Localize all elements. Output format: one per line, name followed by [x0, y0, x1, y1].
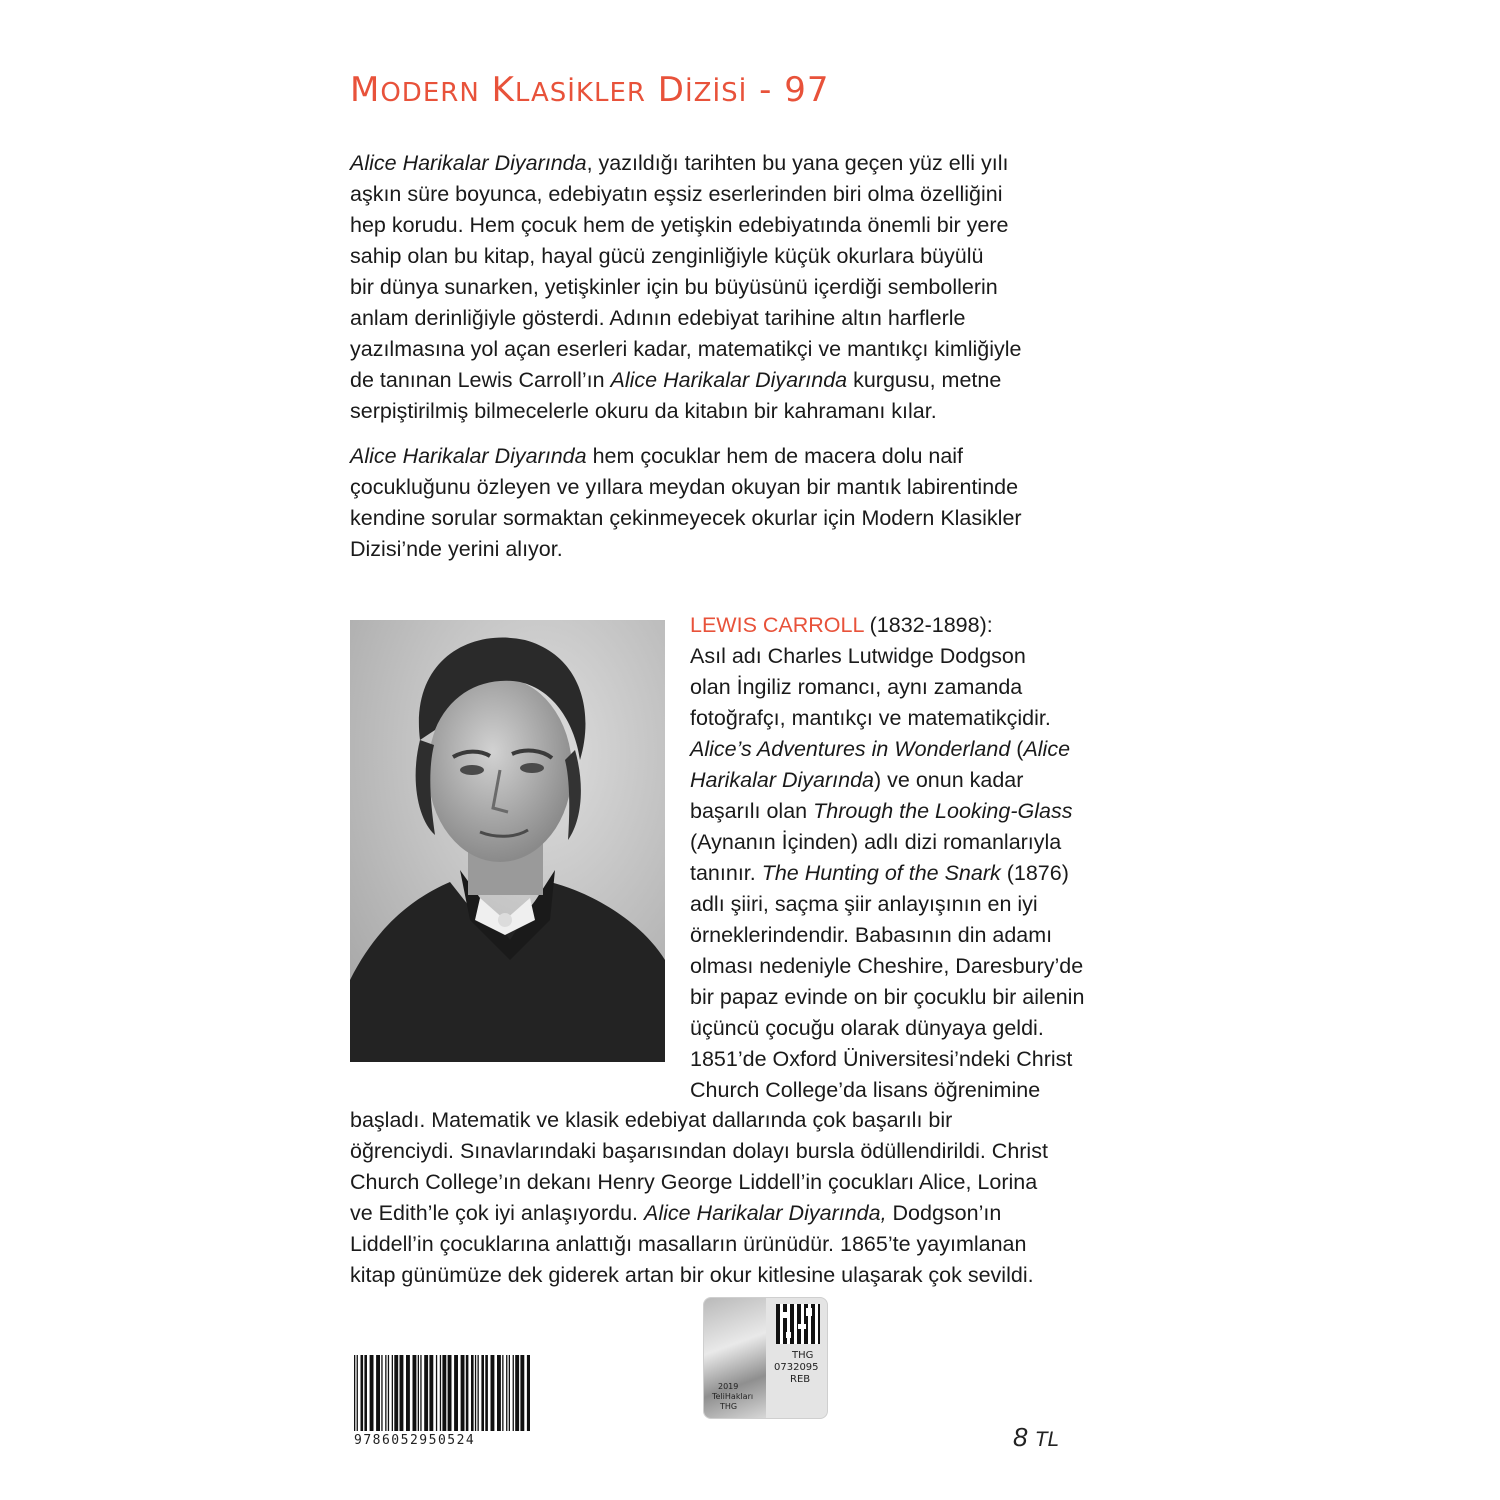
series-title [350, 70, 829, 110]
barcode-bar [478, 1355, 479, 1431]
text-segment: Church College’ın dekanı Henry George Liddell’in çocukları Alice, Lorina [350, 1170, 1038, 1194]
author-portrait [350, 620, 665, 1062]
text-segment: çocukluğunu özleyen ve yıllara meydan okuyan bir mantık labirentinde [350, 475, 1019, 499]
author-bio-side-text [690, 641, 1150, 1106]
author-bio-continued [350, 1105, 1150, 1291]
author-name: LEWIS CARROLL [690, 613, 864, 637]
text-line [350, 210, 1150, 241]
text-line [350, 1260, 1150, 1291]
text-line [690, 796, 1150, 827]
text-segment: ( [1010, 737, 1024, 761]
barcode-bar [509, 1355, 510, 1431]
text-segment: başarılı olan [690, 799, 814, 823]
text-segment: Dodgson’ın [886, 1201, 1002, 1225]
text-segment: örneklerindendir. Babasının din adamı [690, 923, 1053, 947]
text-segment: olan İngiliz romancı, aynı zamanda [690, 675, 1023, 699]
text-line [350, 179, 1150, 210]
text-line [690, 951, 1150, 982]
text-segment: bir dünya sunarken, yetişkinler için bu büyüsünü içerdiği sembollerin [350, 275, 998, 299]
text-segment: ) ve onun kadar [874, 768, 1024, 792]
italic-title: Alice Harikalar Diyarında [350, 444, 587, 468]
italic-title: Alice’s Adventures in Wonderland [690, 737, 1011, 761]
sticker-year: 2019 [718, 1382, 739, 1391]
barcode-bar [406, 1355, 410, 1431]
text-line [350, 1136, 1150, 1167]
text-line [690, 641, 1150, 672]
text-line [690, 858, 1150, 889]
text-segment: , yazıldığı tarihten bu yana geçen yüz elli yılı [586, 151, 1009, 175]
barcode-bar [424, 1355, 428, 1431]
price-amount: 8 [1013, 1422, 1028, 1452]
italic-title: Through the Looking-Glass [813, 799, 1073, 823]
text-segment: olması nedeniyle Cheshire, Daresbury’de [690, 954, 1084, 978]
text-segment: hem çocuklar hem de macera dolu naif [586, 444, 964, 468]
text-segment: tanınır. [690, 861, 762, 885]
barcode-bar [392, 1355, 393, 1431]
text-segment: aşkın süre boyunca, edebiyatın eşsiz eserlerinden biri olma özelliğini [350, 182, 1003, 206]
barcode-bar [471, 1355, 474, 1431]
barcode-bar [502, 1355, 503, 1431]
text-segment: üçüncü çocuğu olarak dünyaya geldi. [690, 1016, 1044, 1040]
text-line [350, 148, 1150, 179]
text-segment: yazılmasına yol açan eserleri kadar, matematikçi ve mantıkçı kimliğiyle [350, 337, 1022, 361]
text-line [350, 1229, 1150, 1260]
isbn-number: 9786052950524 [354, 1433, 476, 1448]
sticker-reb: REB [790, 1374, 811, 1385]
barcode-bar [361, 1355, 364, 1431]
text-segment: Liddell’in çocuklarına anlattığı masalların ürünüdür. 1865’te yayımlanan [350, 1232, 1027, 1256]
price-currency: TL [1034, 1428, 1060, 1451]
barcode-bar [527, 1355, 530, 1431]
text-segment: 1851’de Oxford Üniversitesi’ndeki Christ [690, 1047, 1073, 1071]
sticker-brand: TeliHakları [712, 1392, 754, 1401]
barcode-bar [461, 1355, 465, 1431]
text-line [350, 472, 1150, 503]
blurb-paragraph-1 [350, 148, 1150, 427]
barcode-bar [429, 1355, 433, 1431]
barcode-bar [364, 1355, 367, 1431]
text-segment: fotoğrafçı, mantıkçı ve matematikçidir. [690, 706, 1051, 730]
text-line [350, 1167, 1150, 1198]
author-portrait-drawing [350, 620, 665, 1062]
text-segment: (1876) [1000, 861, 1069, 885]
text-line [350, 534, 1150, 565]
text-segment: adlı şiiri, saçma şiir anlayışının en iyi [690, 892, 1038, 916]
barcode-bar [440, 1355, 441, 1431]
blurb-paragraph-2 [350, 441, 1150, 565]
text-line [690, 889, 1150, 920]
text-line [350, 241, 1150, 272]
text-line [350, 334, 1150, 365]
text-segment: bir papaz evinde on bir çocuklu bir ailenin [690, 985, 1085, 1009]
sticker-thg: THG [792, 1350, 814, 1361]
sticker-code: 0732095 [774, 1362, 819, 1373]
text-line [690, 765, 1150, 796]
price [1013, 1422, 1059, 1453]
isbn-barcode [352, 1355, 530, 1467]
italic-title: Harikalar Diyarında [690, 768, 875, 792]
text-line [690, 920, 1150, 951]
text-segment: de tanınan Lewis Carroll’ın [350, 368, 611, 392]
text-segment: başladı. Matematik ve klasik edebiyat dallarında çok başarılı bir [350, 1108, 953, 1132]
barcode-bar [454, 1355, 458, 1431]
barcode-bar [485, 1355, 488, 1431]
text-segment: kendine sorular sormaktan çekinmeyecek okurlar için Modern Klasikler [350, 506, 1022, 530]
barcode-bar [497, 1355, 501, 1431]
text-line [350, 365, 1150, 396]
barcode-bar [448, 1355, 452, 1431]
barcode-bar [420, 1355, 421, 1431]
barcode-bar [357, 1355, 358, 1431]
text-line [690, 827, 1150, 858]
italic-title: Alice [1023, 737, 1071, 761]
text-line [350, 396, 1150, 427]
author-heading [690, 610, 1150, 641]
barcode-bar [370, 1355, 374, 1431]
text-segment: serpiştirilmiş bilmecelerle okuru da kitabın bir kahramanı kılar. [350, 399, 937, 423]
author-bio [690, 610, 1150, 1106]
barcode-bar [491, 1355, 495, 1431]
barcode-bar [442, 1355, 446, 1431]
text-line [350, 441, 1150, 472]
copyright-sticker [703, 1297, 828, 1419]
text-line [690, 703, 1150, 734]
italic-title: The Hunting of the Snark [761, 861, 1001, 885]
text-line [690, 1013, 1150, 1044]
barcode-bar [376, 1355, 380, 1431]
text-line [690, 1044, 1150, 1075]
text-segment: hep korudu. Hem çocuk hem de yetişkin edebiyatında önemli bir yere [350, 213, 1009, 237]
qr-code-pattern [776, 1304, 820, 1344]
italic-title: Alice Harikalar Diyarında, [643, 1201, 887, 1225]
text-line [690, 734, 1150, 765]
barcode-bar [513, 1355, 514, 1431]
barcode-bar [418, 1355, 419, 1431]
barcode-bar [354, 1355, 355, 1431]
barcode-bar [436, 1355, 437, 1431]
barcode-bar [466, 1355, 469, 1431]
text-segment: anlam derinliğiyle gösterdi. Adının edebiyat tarihine altın harflerle [350, 306, 966, 330]
text-line [350, 503, 1150, 534]
text-line [690, 1075, 1150, 1106]
text-segment: öğrenciydi. Sınavlarındaki başarısından dolayı bursla ödüllendirildi. Christ [350, 1139, 1048, 1163]
barcode-bar [388, 1355, 389, 1431]
barcode-bar [385, 1355, 386, 1431]
italic-title: Alice Harikalar Diyarında [610, 368, 848, 392]
text-segment: Church College’da lisans öğrenimine [690, 1078, 1041, 1102]
author-dates: (1832-1898): [863, 613, 993, 637]
text-segment: sahip olan bu kitap, hayal gücü zenginliğiyle küçük okurlara büyülü [350, 244, 984, 268]
barcode-bar [381, 1355, 382, 1431]
barcode-bar [515, 1355, 519, 1431]
text-line [350, 1198, 1150, 1229]
text-segment: (Aynanın İçinden) adlı dizi romanlarıyla [690, 830, 1062, 854]
text-line [690, 982, 1150, 1013]
text-segment: kitap günümüze dek giderek artan bir okur kitlesine ulaşarak çok sevildi. [350, 1263, 1034, 1287]
italic-title: Alice Harikalar Diyarında [350, 151, 587, 175]
text-segment: Asıl adı Charles Lutwidge Dodgson [690, 644, 1026, 668]
series-title-text: MODERN KLASİKLER DİZİSİ - 97 [350, 70, 830, 110]
text-segment: ve Edith’le çok iyi anlaşıyordu. [350, 1201, 644, 1225]
barcode-bar [506, 1355, 507, 1431]
text-line [350, 1105, 1150, 1136]
barcode-bar [475, 1355, 476, 1431]
barcode-bar [394, 1355, 398, 1431]
text-line [350, 303, 1150, 334]
barcode-bar [400, 1355, 404, 1431]
text-segment: kurgusu, metne [847, 368, 1002, 392]
sticker-thg-small: THG [720, 1402, 738, 1411]
barcode-bar [520, 1355, 524, 1431]
barcode-bar [413, 1355, 417, 1431]
text-segment: Dizisi’nde yerini alıyor. [350, 537, 563, 561]
barcode-bar [481, 1355, 484, 1431]
text-line [350, 272, 1150, 303]
text-line [690, 672, 1150, 703]
